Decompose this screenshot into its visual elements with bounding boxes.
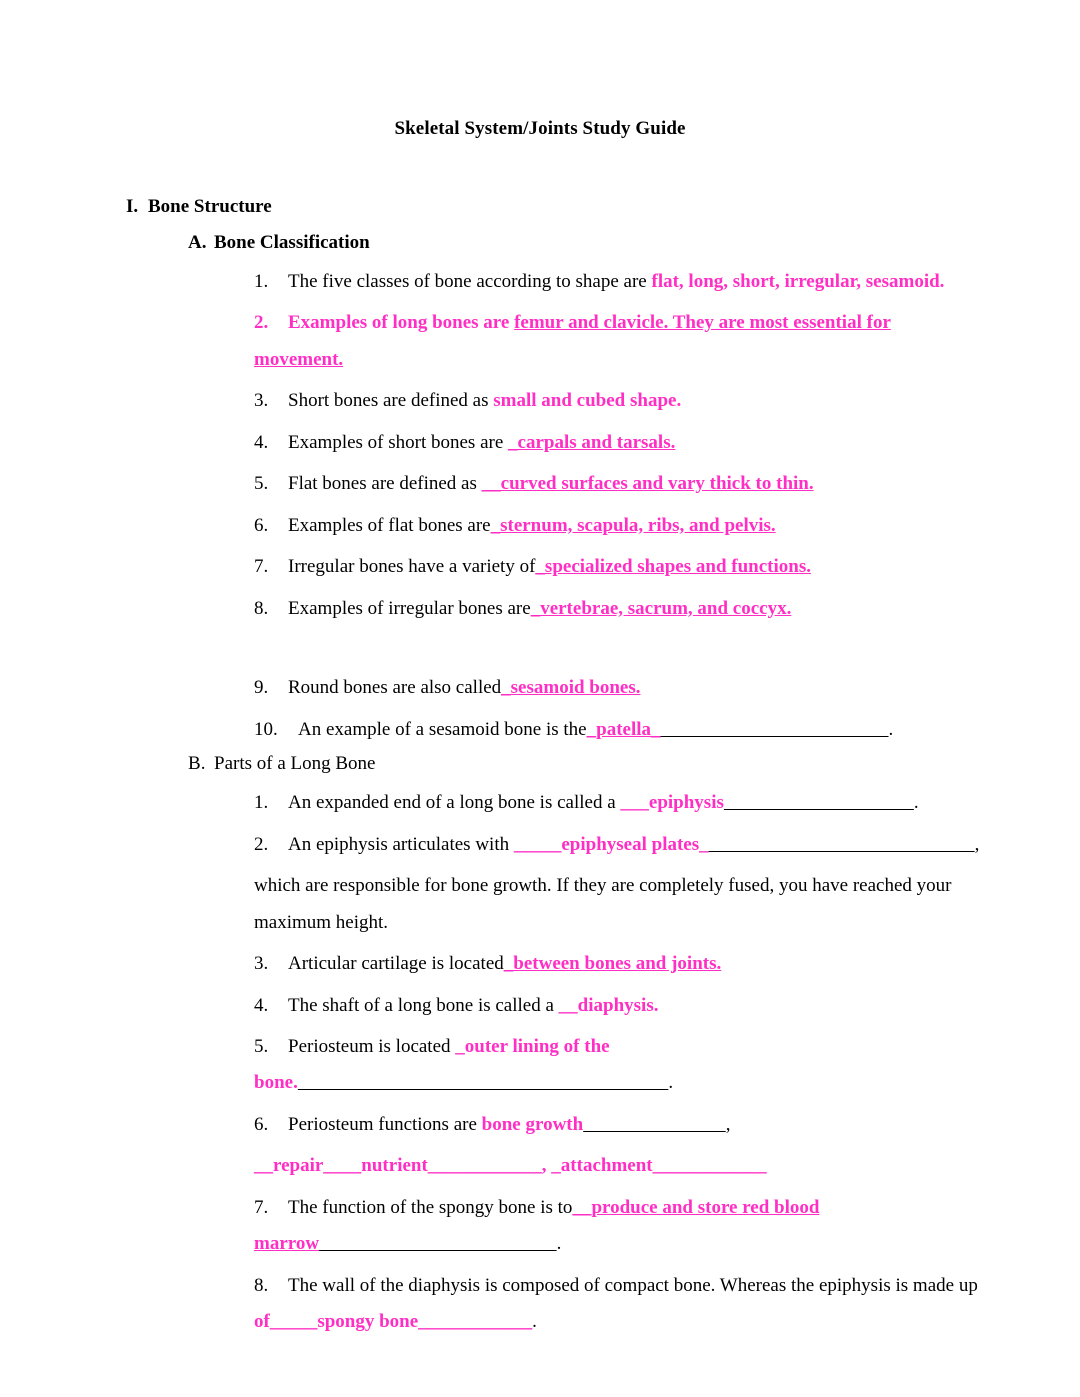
item-answer: bone growth — [481, 1113, 584, 1135]
item-number: 2. — [254, 312, 269, 334]
item-question: Periosteum is located — [288, 1035, 456, 1057]
item-question: The shaft of a long bone is called a — [288, 994, 559, 1016]
answer-blank-line — [298, 1072, 669, 1093]
list-item — [254, 466, 984, 502]
list-item — [254, 946, 984, 982]
section-heading-bone-structure — [126, 196, 984, 218]
item-question: Examples of short bones are — [288, 431, 509, 453]
subsection-heading-parts-of-a-long-bone — [188, 753, 984, 775]
list-item — [254, 1268, 984, 1341]
item-number: 10. — [254, 718, 278, 740]
item-answer: _sesamoid bones. — [501, 677, 641, 699]
item-number: 6. — [254, 514, 269, 536]
item-period: . — [532, 1311, 537, 1333]
item-number: 7. — [254, 556, 269, 578]
list-item — [254, 785, 984, 821]
item-number: 3. — [254, 390, 269, 412]
item-answer: _between bones and joints. — [503, 953, 722, 975]
list-item — [254, 383, 984, 419]
item-question: Round bones are also called — [288, 677, 502, 699]
title-text: Skeletal System/Joints Study Guide — [394, 118, 686, 139]
item-answer: _____epiphyseal plates_ — [513, 833, 709, 855]
answer-blank-line — [724, 792, 914, 813]
item-number: 1. — [254, 792, 269, 814]
item-period: . — [888, 718, 894, 740]
section-number: I. — [126, 196, 139, 217]
subsection-heading-bone-classification — [188, 232, 984, 254]
list-item — [254, 712, 984, 748]
subsection-letter-suffix: . — [201, 232, 207, 253]
item-answer: __curved surfaces and vary thick to thin. — [481, 473, 814, 495]
item-question: The wall of the diaphysis is composed of compact bone. Whereas the epiphysis is made up — [288, 1274, 978, 1296]
item-answer: _carpals and tarsals. — [508, 431, 676, 453]
list-item — [254, 988, 984, 1024]
item-number: 3. — [254, 953, 269, 975]
list-item — [254, 425, 984, 461]
item-answer: small and cubed shape. — [493, 390, 682, 412]
list-item — [254, 1190, 984, 1263]
item-period: . — [668, 1072, 674, 1094]
item-number: 7. — [254, 1196, 269, 1218]
item-number: 9. — [254, 677, 269, 699]
item-number: 1. — [254, 271, 269, 292]
list-item — [254, 1107, 984, 1143]
item-continuation: which are responsible for bone growth. If they are completely fused, you have reached your maximum height. — [254, 875, 952, 933]
answer-blank-line — [583, 1114, 726, 1135]
list-item — [254, 305, 984, 378]
list-item — [254, 1029, 984, 1102]
item-question: An expanded end of a long bone is called a — [288, 792, 621, 814]
item-question: Short bones are defined as — [288, 390, 494, 412]
item-answer: _specialized shapes and functions. — [535, 556, 811, 578]
item-number: 8. — [254, 597, 269, 619]
item-question: Examples of flat bones are — [288, 514, 491, 536]
item-answer: __produce and store red blood marrow — [254, 1196, 820, 1255]
item-question: Examples of irregular bones are — [288, 597, 531, 619]
subsection-letter: B. — [188, 753, 206, 775]
item-number: 4. — [254, 431, 269, 453]
list-item — [254, 549, 984, 585]
item-answer: femur and clavicle. They are most essential for movement. — [254, 312, 891, 370]
item-answer: of_____spongy bone____________ — [254, 1311, 533, 1333]
item-number: 5. — [254, 1035, 269, 1057]
item-period: , — [974, 833, 980, 855]
list-item — [254, 591, 984, 627]
subsection-title: Bone Classification — [214, 232, 370, 253]
item-number: 4. — [254, 994, 269, 1016]
item-answer: __diaphysis. — [558, 994, 659, 1016]
item-answer-line2: __repair____nutrient____________, _attachment____________ — [254, 1155, 767, 1177]
answer-blank-line — [319, 1233, 557, 1254]
list-item — [254, 670, 984, 706]
answer-blank-line — [709, 834, 975, 855]
item-number: 5. — [254, 473, 269, 495]
list-item — [254, 508, 984, 544]
section-title: Bone Structure — [148, 196, 272, 217]
item-question: An epiphysis articulates with — [288, 833, 514, 855]
item-number: 2. — [254, 833, 269, 855]
item-question: Irregular bones have a variety of — [288, 556, 536, 578]
item-question: Periosteum functions are — [288, 1113, 482, 1135]
item-question: The five classes of bone according to shape are — [288, 271, 652, 292]
item-question: The function of the spongy bone is to — [288, 1196, 573, 1218]
item-answer: flat, long, short, irregular, sesamoid. — [651, 271, 945, 292]
subsection-title: Parts of a Long Bone — [214, 753, 376, 775]
paragraph-spacer — [96, 632, 984, 670]
item-answer: ___epiphysis — [620, 792, 724, 814]
item-answer: _patella_ — [586, 718, 661, 740]
item-question: An example of a sesamoid bone is the — [298, 718, 587, 740]
item-answer: _vertebrae, sacrum, and coccyx. — [530, 597, 792, 619]
item-period: . — [913, 792, 919, 814]
item-question: Articular cartilage is located — [288, 953, 504, 975]
item-number: 6. — [254, 1113, 269, 1135]
answer-blank-line — [661, 719, 889, 740]
item-answer: _outer lining of the bone. — [254, 1035, 610, 1094]
subsection-letter-suffix: . — [200, 753, 206, 775]
item-period: , — [725, 1113, 731, 1135]
item-question: Examples of long bones are — [288, 312, 515, 334]
item-answer: _sternum, scapula, ribs, and pelvis. — [490, 514, 776, 536]
item-period: . — [556, 1233, 562, 1255]
item-number: 8. — [254, 1274, 269, 1296]
page-title — [96, 118, 984, 140]
subsection-letter: A. — [188, 232, 207, 253]
list-item — [254, 827, 984, 863]
list-item — [254, 264, 984, 300]
item-question: Flat bones are defined as — [288, 473, 482, 495]
